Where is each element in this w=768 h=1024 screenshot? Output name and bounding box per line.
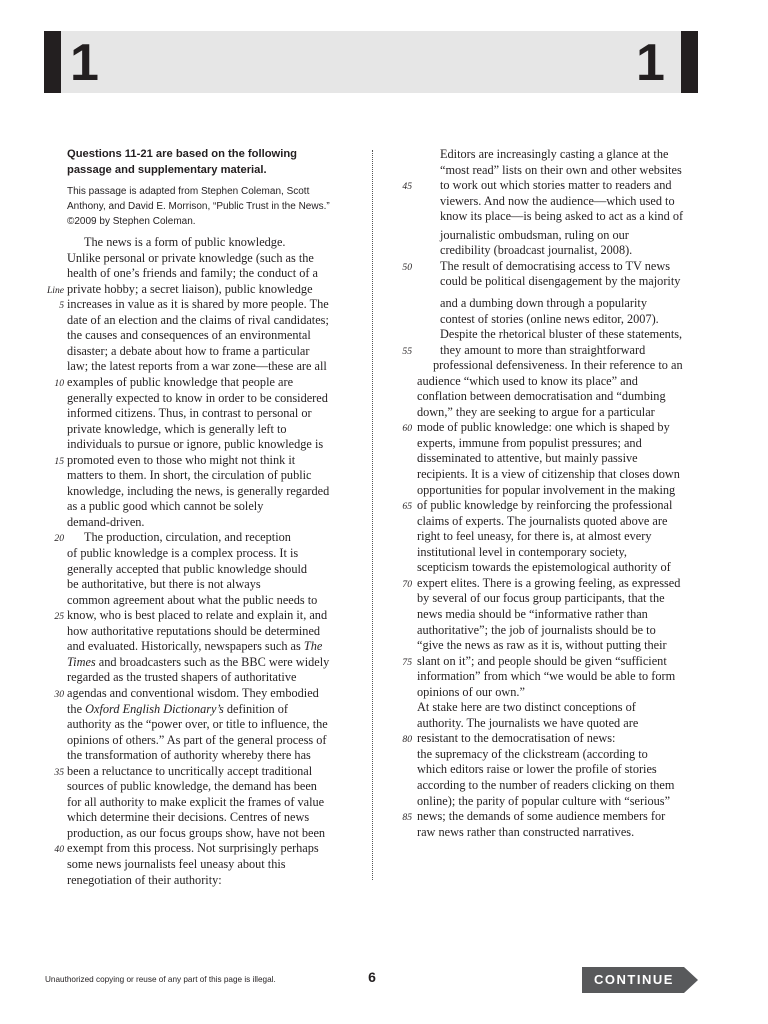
line-number: 30 — [54, 688, 64, 700]
passage-line: promoted even to those who might not think it — [67, 452, 296, 467]
passage-line: generally accepted that public knowledge should — [67, 561, 308, 576]
line-number: 20 — [54, 533, 64, 545]
section-number-right: 1 — [636, 34, 665, 92]
passage-line: the transformation of authority whereby there has — [67, 748, 311, 763]
line-number: 60 — [402, 423, 412, 435]
passage-line: experts, immune from populist pressures; and — [417, 435, 642, 450]
passage-line: private hobby; a secret liaison), public knowledge — [67, 281, 313, 296]
line-number: 65 — [402, 501, 412, 513]
passage-line: private knowledge, which is generally left to — [67, 421, 287, 436]
passage-line: authority. The journalists we have quoted are — [417, 715, 639, 730]
passage-line: the causes and consequences of an environmental — [67, 328, 311, 343]
passage-line: and evaluated. Historically, newspapers such as The — [67, 639, 323, 654]
passage-line: be authoritative, but there is not always — [67, 577, 261, 592]
section-header-left-bar — [44, 31, 61, 93]
line-number: 75 — [402, 656, 412, 668]
passage-line: increases in value as it is shared by more people. The — [67, 297, 329, 312]
passage-line: to work out which stories matter to readers and — [440, 178, 672, 193]
passage-line: scepticism towards the epistemological authority of — [417, 560, 671, 575]
passage-line: news; the demands of some audience members for — [417, 809, 666, 824]
line-number: 10 — [54, 377, 64, 389]
passage-line: and a dumbing down through a popularity — [440, 295, 647, 310]
section-header-band — [44, 31, 698, 93]
passage-line: which determine their decisions. Centres of news — [67, 810, 310, 825]
passage-line: conflation between democratisation and “dumbing — [417, 389, 666, 404]
line-number: 35 — [54, 766, 64, 778]
source-line: ©2009 by Stephen Coleman. — [67, 216, 196, 228]
line-number: 40 — [54, 844, 64, 856]
passage-line: demand-driven. — [67, 514, 145, 529]
passage-line: individuals to pursue or ignore, public knowledge is — [67, 437, 324, 452]
passage-line: resistant to the democratisation of news: — [417, 731, 616, 746]
passage-line: recipients. It is a view of citizenship that closes down — [417, 467, 680, 481]
passage-line: viewers. And now the audience—which used to — [440, 193, 675, 208]
continue-label: CONTINUE — [594, 972, 674, 987]
passage-line: informed citizens. Thus, in contrast to personal or — [67, 406, 312, 421]
passage-line: audience “which used to know its place” and — [417, 373, 638, 388]
source-line: This passage is adapted from Stephen Coleman, Scott — [67, 186, 310, 197]
passage-line: right to feel uneasy, for there is, at almost every — [417, 529, 652, 544]
source-line: Anthony, and David E. Morrison, “Public Trust in the News.” — [67, 201, 330, 213]
passage-line: health of one’s friends and family; the conduct of a — [67, 266, 318, 281]
passage-line: for all authority to make explicit the frames of value — [67, 794, 325, 809]
passage-line: been a reluctance to uncritically accept traditional — [67, 763, 313, 778]
line-number: 15 — [54, 455, 64, 467]
passage-line: contest of stories (online news editor, 2007). — [440, 311, 659, 326]
passage-line: Editors are increasingly casting a glance at the — [440, 147, 669, 161]
passage-line: how authoritative reputations should be determined — [67, 623, 321, 638]
passage-line: authority as the “power over, or title to influence, the — [67, 717, 328, 732]
questions-heading-line: passage and supplementary material. — [67, 163, 267, 176]
passage-line: of public knowledge by reinforcing the professional — [417, 498, 673, 513]
passage-line: regarded as the trusted shapers of authoritative — [67, 670, 297, 685]
passage-line: generally expected to know in order to be considered — [67, 390, 328, 405]
passage-line: The production, circulation, and reception — [84, 530, 291, 545]
passage-line: matters to them. In short, the circulation of public — [67, 468, 312, 483]
line-number: 5 — [59, 300, 64, 312]
passage-line: examples of public knowledge that people are — [67, 374, 294, 389]
questions-heading-line: Questions 11-21 are based on the following — [67, 148, 298, 160]
passage-line: Times and broadcasters such as the BBC were widely — [67, 654, 330, 669]
passage-line: journalistic ombudsman, ruling on our — [440, 227, 629, 242]
line-number: Line — [46, 284, 64, 296]
passage-line: law; the latest reports from a war zone—these are all — [67, 359, 327, 374]
passage-line: claims of experts. The journalists quoted above are — [417, 513, 668, 528]
copyright-notice: Unauthorized copying or reuse of any part of this page is illegal. — [45, 975, 276, 984]
passage-line: expert elites. There is a growing feeling, as expressed — [417, 575, 681, 590]
passage-line: The result of democratising access to TV news — [440, 258, 671, 273]
passage-line: “most read” lists on their own and other websites — [440, 162, 682, 177]
section-number-left: 1 — [70, 34, 99, 92]
passage-line: mode of public knowledge: one which is shaped by — [417, 420, 670, 435]
passage-line: some news journalists feel uneasy about this — [67, 857, 286, 871]
passage-line: professional defensiveness. In their reference to an — [433, 358, 683, 373]
passage-line: opinions of our own.” — [417, 684, 525, 699]
passage-line: raw news rather than constructed narratives. — [417, 824, 635, 839]
passage-line: opportunities for popular involvement in the making — [417, 482, 676, 497]
passage-line: know its place—is being asked to act as a kind of — [440, 209, 684, 224]
passage-line: news media should be “informative rather than — [417, 606, 648, 621]
line-number: 25 — [54, 611, 64, 623]
passage-line: authoritative”; the job of journalists should be to — [417, 622, 656, 637]
passage-line: date of an election and the claims of rival candidates; — [67, 312, 329, 327]
page-number: 6 — [368, 969, 376, 985]
passage-source-note — [67, 184, 367, 230]
line-number: 70 — [402, 578, 412, 590]
passage-line: of public knowledge is a complex process. It is — [67, 546, 299, 560]
passage-line: agendas and conventional wisdom. They embodied — [67, 685, 319, 700]
line-number: 50 — [402, 261, 412, 273]
passage-line: common agreement about what the public needs to — [67, 592, 318, 607]
passage-line: exempt from this process. Not surprisingly perhaps — [67, 841, 319, 856]
line-number: 80 — [402, 734, 412, 746]
passage-line: which editors raise or lower the profile of stories — [417, 762, 657, 777]
line-number: 85 — [402, 812, 412, 824]
passage-line: down,” they are seeking to argue for a particular — [417, 404, 655, 419]
continue-button[interactable] — [582, 967, 698, 993]
passage-line: “give the news as raw as it is, without putting their — [417, 638, 667, 653]
passage-line: production, as our focus groups show, have not been — [67, 825, 326, 840]
passage-line: disaster; a debate about how to frame a particular — [67, 343, 310, 358]
line-number: 55 — [402, 345, 412, 357]
passage-line: information” from which “we would be able to form — [417, 669, 676, 684]
questions-heading — [67, 147, 367, 178]
passage-line: The news is a form of public knowledge. — [84, 235, 286, 249]
passage-line: opinions of others.” As part of the general process of — [67, 732, 327, 747]
passage-line: sources of public knowledge, the demand has been — [67, 779, 317, 794]
passage-line: could be political disengagement by the majority — [440, 274, 681, 289]
passage-line: institutional level in contemporary society, — [417, 544, 627, 559]
passage-line: Despite the rhetorical bluster of these statements, — [440, 327, 683, 342]
column-divider — [372, 150, 373, 880]
passage-line: slant on it”; and people should be given “sufficient — [417, 653, 667, 668]
passage-line: knowledge, including the news, is generally regarded — [67, 483, 330, 498]
passage-line: At stake here are two distinct conceptions of — [417, 700, 636, 715]
passage-line: the supremacy of the clickstream (according to — [417, 746, 648, 761]
passage-line: the Oxford English Dictionary’s definition of — [67, 701, 289, 716]
passage-line: disseminated to attentive, but mainly passive — [417, 451, 638, 466]
passage-line: by several of our focus group participants, that the — [417, 591, 665, 606]
passage-line: as a public good which cannot be solely — [67, 499, 264, 514]
passage-line: credibility (broadcast journalist, 2008). — [440, 243, 633, 258]
passage-line: online); the parity of popular culture with “serious” — [417, 793, 671, 808]
line-number: 45 — [402, 181, 412, 193]
section-header-right-bar — [681, 31, 698, 93]
passage-line: know, who is best placed to relate and explain it, and — [67, 608, 328, 623]
passage-line: according to the number of readers clicking on them — [417, 778, 675, 792]
passage-line: Unlike personal or private knowledge (such as the — [67, 250, 314, 265]
passage-line: renegotiation of their authority: — [67, 872, 222, 887]
passage-line: they amount to more than straightforward — [440, 342, 646, 357]
